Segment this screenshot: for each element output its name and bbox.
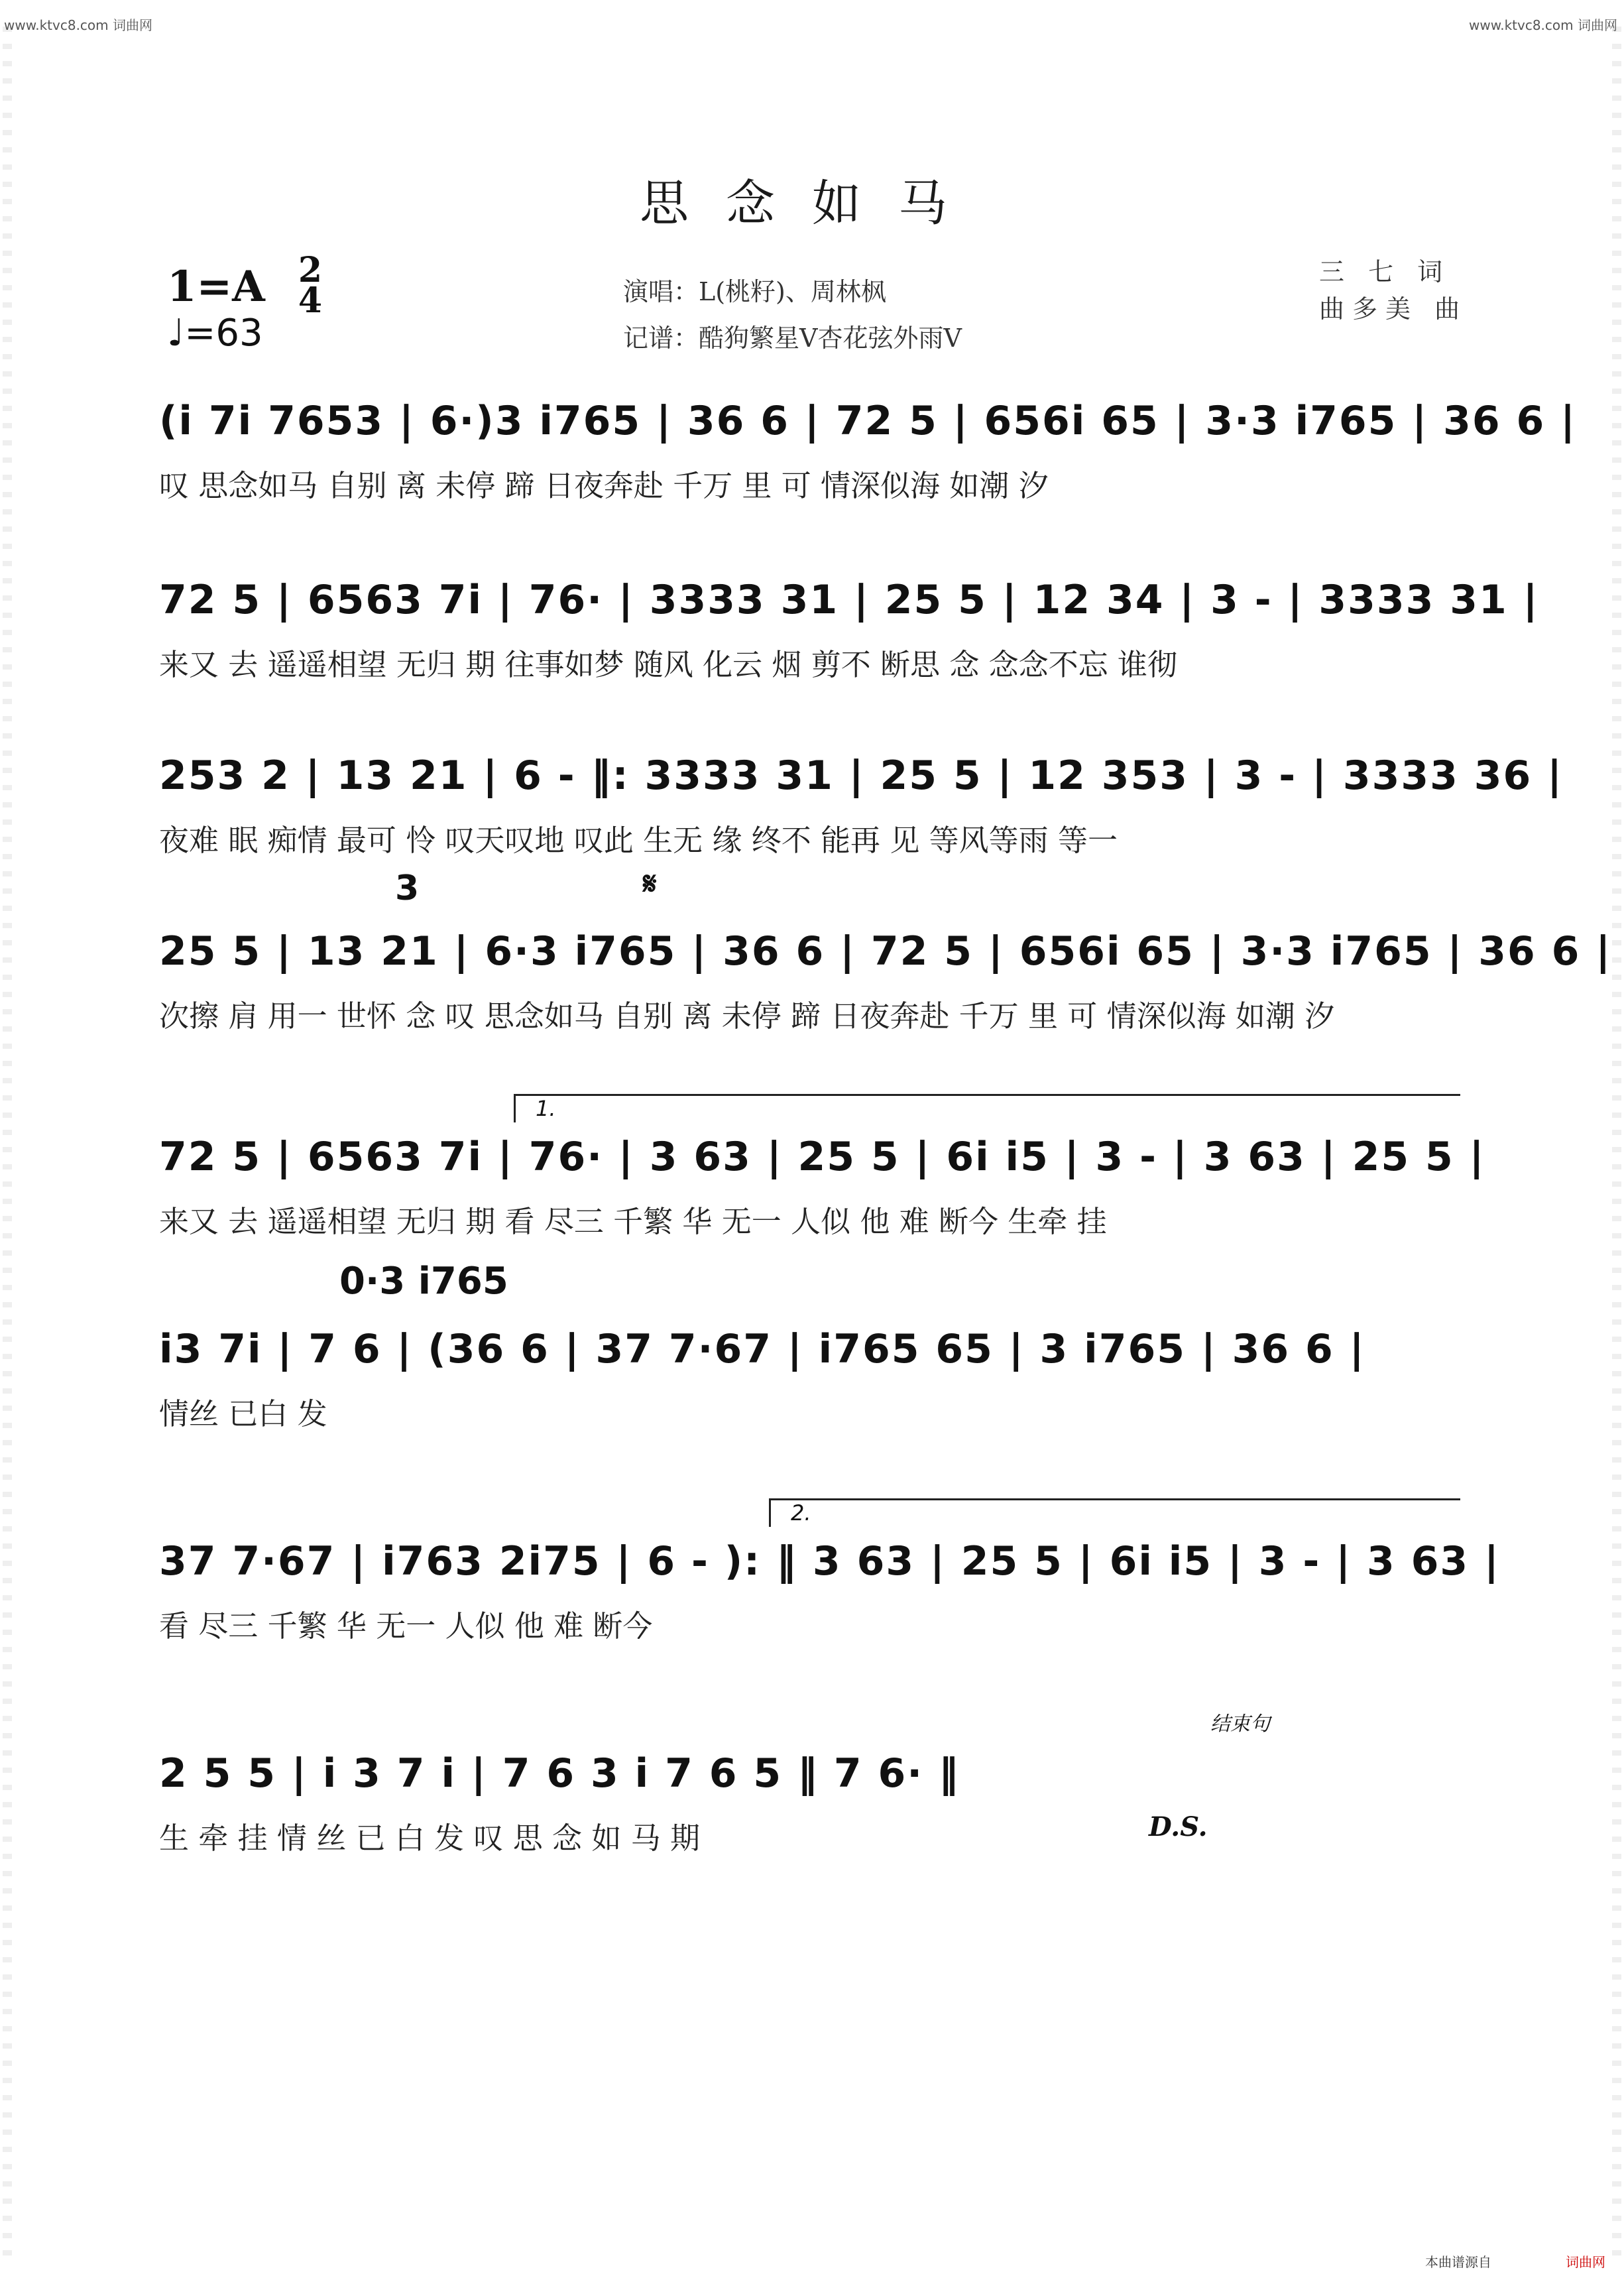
transcriber-credit: 记谱：酷狗繁星V杏花弦外雨V bbox=[623, 324, 962, 353]
time-sig-top: 2 bbox=[298, 250, 323, 290]
notation-line: 25 5 | 13 21 | 6·3 i765 | 36 6 | 72 5 | 656i 65 | 3·3 i765 | 36 6 | bbox=[159, 928, 1612, 975]
lyrics-line: 次擦 肩 用一 世怀 念 叹 思念如马 自别 离 未停 蹄 日夜奔赴 千万 里 可 情深似海 如潮 汐 bbox=[159, 998, 1335, 1034]
tempo-marking: ♩=63 bbox=[167, 312, 263, 355]
lyrics-line: 情丝 已白 发 bbox=[159, 1396, 327, 1431]
segno-sign: 𝄋 bbox=[643, 865, 657, 902]
lyricist-credit: 三 七 词 bbox=[1319, 257, 1451, 286]
watermark-left: www.ktvc8.com 词曲网 bbox=[4, 17, 153, 33]
notation-line: 2 5 5 | i 3 7 i | 7 6 3 i 7 6 5 ‖ 7 6· ‖ bbox=[159, 1750, 960, 1797]
grace-notes: 0·3 i765 bbox=[339, 1260, 508, 1303]
volta-2-label: 2. bbox=[791, 1500, 811, 1526]
lyrics-line: 来又 去 遥遥相望 无归 期 看 尽三 千繁 华 无一 人似 他 难 断今 生牵 挂 bbox=[159, 1204, 1107, 1239]
volta-2-bracket bbox=[769, 1498, 1460, 1527]
notation-line: (i 7i 7653 | 6·)3 i765 | 36 6 | 72 5 | 656i 65 | 3·3 i765 | 36 6 | bbox=[159, 398, 1577, 444]
notation-line: 253 2 | 13 21 | 6 - ‖: 3333 31 | 25 5 | 12 353 | 3 - | 3333 36 | bbox=[159, 752, 1564, 799]
footer-site-link[interactable]: 词曲网 bbox=[1566, 2254, 1605, 2270]
key-signature: 1=A bbox=[167, 262, 265, 312]
performer-credits bbox=[623, 269, 962, 361]
lyrics-line: 叹 思念如马 自别 离 未停 蹄 日夜奔赴 千万 里 可 情深似海 如潮 汐 bbox=[159, 468, 1049, 503]
watermark-right: www.ktvc8.com 词曲网 bbox=[1468, 17, 1617, 33]
triplet-marker: 3 bbox=[395, 869, 420, 908]
volta-1-bracket bbox=[514, 1094, 1460, 1122]
ds-marking: D.S. bbox=[1149, 1811, 1208, 1842]
ending-label: 结束句 bbox=[1210, 1713, 1270, 1736]
composer-credit: 曲多美 曲 bbox=[1319, 294, 1468, 324]
right-margin-strip bbox=[1612, 27, 1621, 2261]
lyrics-line: 看 尽三 千繁 华 无一 人似 他 难 断今 bbox=[159, 1608, 653, 1644]
lyrics-line: 夜难 眠 痴情 最可 怜 叹天叹地 叹此 生无 缘 终不 能再 见 等风等雨 等一 bbox=[159, 823, 1118, 858]
left-margin-strip bbox=[3, 27, 12, 2261]
notation-line: 72 5 | 6563 7i | 76· | 3 63 | 25 5 | 6i i5 | 3 - | 3 63 | 25 5 | bbox=[159, 1134, 1485, 1180]
singer-credit: 演唱：L(桃籽)、周林枫 bbox=[623, 277, 886, 306]
volta-1-label: 1. bbox=[536, 1096, 556, 1121]
notation-line: 37 7·67 | i763 2i75 | 6 - ): ‖ 3 63 | 25 5 | 6i i5 | 3 - | 3 63 | bbox=[159, 1538, 1500, 1585]
time-signature bbox=[296, 250, 325, 321]
notation-line: i3 7i | 7 6 | (36 6 | 37 7·67 | i765 65 | 3 i765 | 36 6 | bbox=[159, 1326, 1365, 1372]
notation-line: 72 5 | 6563 7i | 76· | 3333 31 | 25 5 | 12 34 | 3 - | 3333 31 | bbox=[159, 577, 1539, 623]
time-sig-bottom: 4 bbox=[298, 280, 323, 321]
song-title: 思念如马 bbox=[640, 175, 984, 232]
author-credits bbox=[1319, 253, 1468, 328]
lyrics-line: 来又 去 遥遥相望 无归 期 往事如梦 随风 化云 烟 剪不 断思 念 念念不忘 谁彻 bbox=[159, 647, 1177, 682]
footer-source-label: 本曲谱源自 bbox=[1425, 2254, 1491, 2270]
lyrics-line: 生 牵 挂 情 丝 已 白 发 叹 思 念 如 马 期 bbox=[159, 1821, 700, 1856]
